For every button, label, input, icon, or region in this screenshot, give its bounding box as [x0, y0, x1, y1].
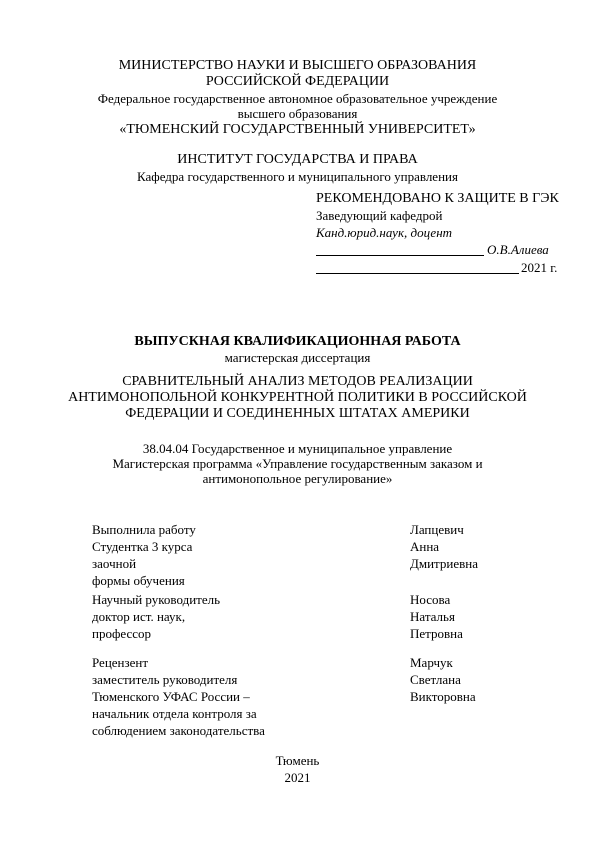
thesis-title-line-3: ФЕДЕРАЦИИ И СОЕДИНЕННЫХ ШТАТАХ АМЕРИКИ	[125, 406, 470, 421]
approval-title: РЕКОМЕНДОВАНО К ЗАЩИТЕ В ГЭК	[316, 191, 559, 206]
approval-degree: Канд.юрид.наук, доцент	[316, 225, 453, 240]
footer-city: Тюмень	[275, 753, 320, 768]
signature-line	[316, 241, 576, 259]
reviewer-role: Рецензент заместитель руководителя Тюменского УФАС России – начальник отдела контроля за соблюдением законодательства	[92, 655, 265, 738]
signature-underline	[316, 255, 484, 256]
department-name: Кафедра государственного и муниципального управления	[137, 169, 458, 184]
work-subtype: магистерская диссертация	[224, 350, 371, 365]
footer-year: 2021	[284, 770, 311, 785]
supervisor-name: Носова Наталья Петровна	[410, 592, 463, 641]
approval-signatory: О.В.Алиева	[487, 242, 549, 257]
thesis-title	[0, 374, 595, 422]
approval-year: 2021 г.	[521, 260, 558, 275]
thesis-title-line-2: АНТИМОНОПОЛЬНОЙ КОНКУРЕНТНОЙ ПОЛИТИКИ В РОССИЙСКОЙ	[68, 390, 527, 405]
institution-type	[0, 91, 595, 121]
work-type: ВЫПУСКНАЯ КВАЛИФИКАЦИОННАЯ РАБОТА	[134, 334, 461, 349]
ministry-line-1: МИНИСТЕРСТВО НАУКИ И ВЫСШЕГО ОБРАЗОВАНИЯ	[118, 58, 477, 73]
approval-block	[316, 190, 576, 277]
university-name: «ТЮМЕНСКИЙ ГОСУДАРСТВЕННЫЙ УНИВЕРСИТЕТ»	[119, 122, 476, 137]
date-line	[316, 259, 576, 277]
institution-type-line-1: Федеральное государственное автономное образовательное учреждение	[97, 91, 498, 106]
ministry-heading	[0, 58, 595, 90]
author-role: Выполнила работу Студентка 3 курса заочной формы обучения	[92, 522, 196, 588]
program-line-1: Магистерская программа «Управление государственным заказом и	[112, 456, 483, 471]
program-info	[0, 441, 595, 486]
date-underline	[316, 273, 519, 274]
program-line-2: антимонопольное регулирование»	[202, 471, 393, 486]
thesis-title-line-1: СРАВНИТЕЛЬНЫЙ АНАЛИЗ МЕТОДОВ РЕАЛИЗАЦИИ	[122, 374, 473, 389]
supervisor-role: Научный руководитель доктор ист. наук, профессор	[92, 592, 221, 641]
institution-type-line-2: высшего образования	[237, 106, 358, 121]
ministry-line-2: РОССИЙСКОЙ ФЕДЕРАЦИИ	[205, 74, 390, 89]
institute-name: ИНСТИТУТ ГОСУДАРСТВА И ПРАВА	[177, 152, 418, 167]
approval-role: Заведующий кафедрой	[316, 208, 443, 223]
reviewer-name: Марчук Светлана Викторовна	[410, 655, 476, 704]
footer	[0, 752, 595, 786]
specialty-code: 38.04.04 Государственное и муниципальное управление	[142, 441, 453, 456]
author-name: Лапцевич Анна Дмитриевна	[410, 522, 478, 571]
